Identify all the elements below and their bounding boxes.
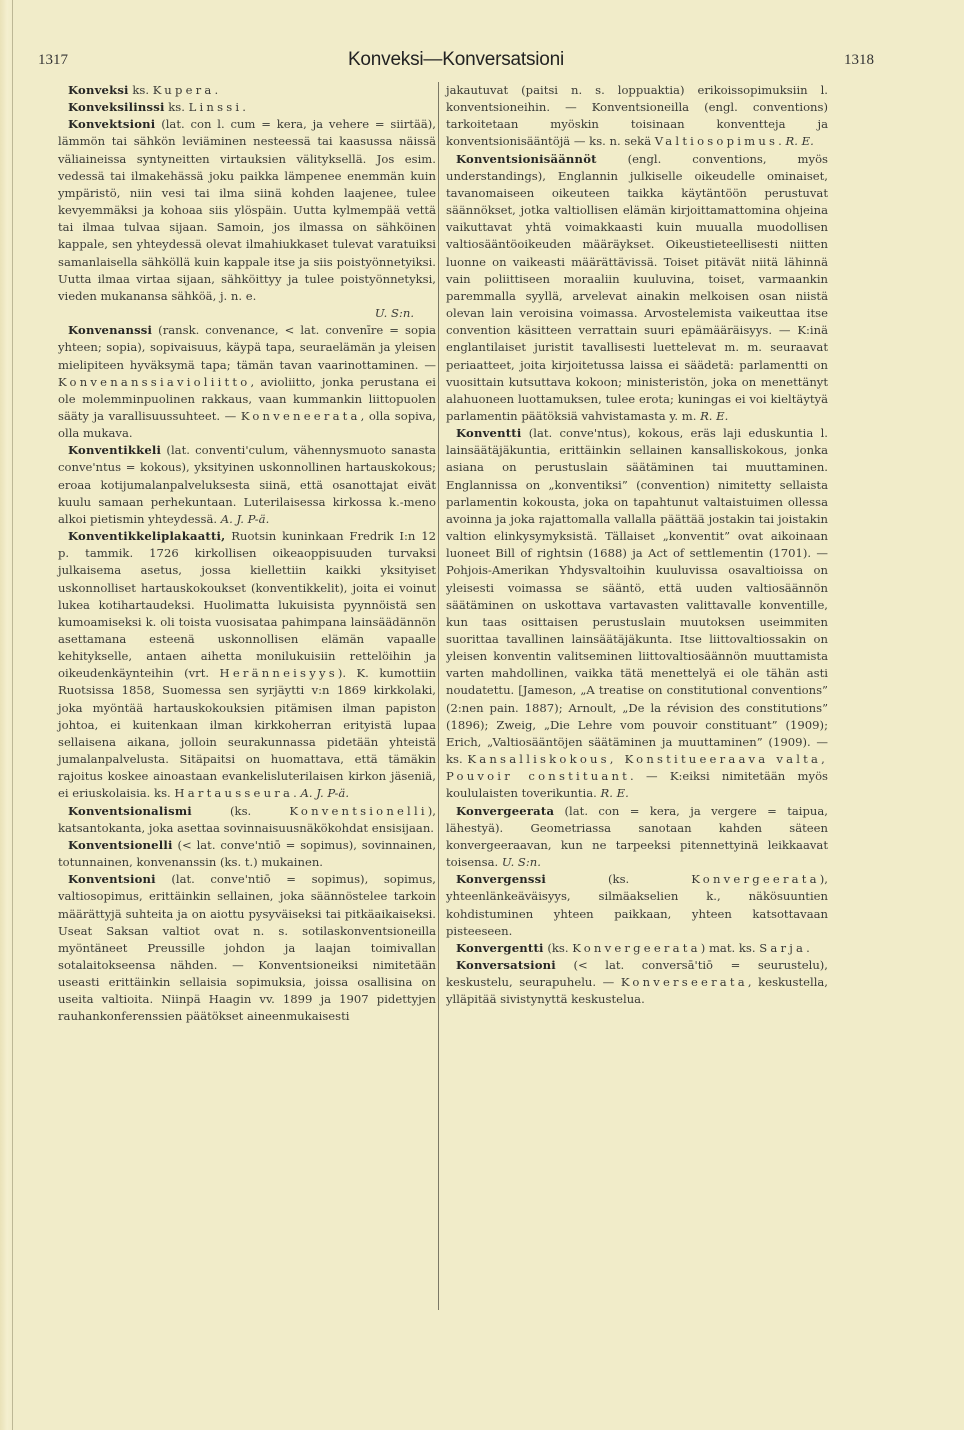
entry-text: (ks. (545, 872, 692, 887)
entry-text: (ks. (543, 940, 573, 955)
entry-konventsionelli (58, 837, 436, 871)
cross-reference: Konventsionelli (289, 803, 428, 818)
entry-text: jakautuvat (paitsi n. s. loppuaktia) erikoissopimuksiin l. konventsioneihin. — Konventsioneilla (engl. conventions) tarkoitetaan myöskin toisinaan konventteja ja konventsionisääntöjä — ks. n. sekä (446, 83, 828, 149)
entry-text: (ransk. convenance, < lat. convenīre = sopia yhteen; sopia), sopivaisuus, käypä tapa, seuraelämän ja yleisen mielipiteen hyväksymä tapa; tämän tavan vaarinottaminen. — (58, 323, 436, 372)
entry-text: ) mat. ks. (700, 940, 760, 955)
entry-text: . (242, 100, 246, 115)
entry-text: (lat. conve'ntus), kokous, eräs laji eduskuntia l. lainsäätäjäkuntia, erittäinkin sellainen kansalliskokous, jonka asiana on perustuslain säätäminen tai muuttaminen. Englannissa on „konventiksi” (convention) nimitetty sellaista parlamentin kokousta, joka on tapahtunut valtaistuimen ollessa avoinna ja joka rajattomalla vallalla päättää jostakin tai joistakin valtion elinkysymyksistä. Tällaiset „konventit” ovat aikoinaan luoneet Bill of rightsin (1688) ja Act of settlementin (1701). — Pohjois-Amerikan Yhdysvaltoihin kuuluvissa osavaltioissa on yleisesti voimassa se sääntö, että uuden valtiosäännön säätäminen on uskottava vartavasten valittavalle konventille, kun taas osittaisen perustuslain muutoksen useimmiten suorittaa tavallinen lainsäätäjäkunta. Itse liittovaltiossakin on yleisen konventin valitseminen liittovaltiosäännön muuttamista varten mahdollinen, vaikka tätä menettelyä ei ole tähän asti noudatettu. [Jameson, „A treatise on constitutional conventions” (2:nen pain. 1887); Arnoult, „De la révision des constitutions” (1896); Zweig, „Die Lehre vom pouvoir constituant” (1909); Erich, „Valtiosääntöjen säätäminen ja muuttaminen” (1909). — ks. (446, 426, 828, 767)
entry-text: ), katsantokanta, joka asettaa sovinnaisuusnäkökohdat ensisijaan. (58, 803, 436, 835)
entry-konveksilinssi (58, 99, 436, 116)
entry-konvergentti (446, 940, 828, 957)
cross-reference: Sarja (759, 940, 807, 955)
entry-text: (lat. con = kera, ja vergere = taipua, lähestyä). Geometriassa sanotaan kahden säteen konvergeeraavan, kun ne tarpeeksi pitennettyinä leikkaavat toisensa. (446, 803, 828, 870)
author-signature: A. J. P-ä. (300, 786, 350, 801)
headword: Konvergenssi (456, 872, 546, 887)
entry-konvergenssi (446, 871, 828, 940)
entry-text: ). K. kumottiin Ruotsissa 1858, Suomessa sen syrjäytti v:n 1869 kirkkolaki, joka myöntää hartauskokouksien pitämisen ilman papiston johtoa, ei kuitenkaan ilman kirkkoherran erityistä lupaa sellaisena aikana, jolloin seurakunnassa pidetään yhteistä jumalanpalvelusta. Sitäpaitsi on huomattava, että tämäkin rajoitus koskee ainoastaan evankelisluterilaisen kirkon jäseniä, ei eriuskolaisia. ks. (58, 666, 436, 801)
headword: Konventsionisäännöt (456, 151, 597, 166)
page-number-right: 1318 (844, 52, 874, 68)
entry-text: . (778, 134, 782, 149)
entry-text: . (214, 83, 219, 97)
entry-text: . — K:eiksi nimitetään myös koululaisten toverikuntia. (446, 769, 828, 801)
entry-konvergeerata (446, 803, 828, 872)
headword: Konventikkeli (68, 443, 162, 458)
entry-konveksi (58, 82, 436, 99)
page-header (38, 46, 874, 70)
entry-text: , avioliitto, jonka perustana ei ole molemminpuolinen rakkaus, vaan kummankin liittopuolen sääty ja varallisuussuhteet. — (58, 374, 436, 423)
entry-konventti (446, 425, 828, 802)
page-number-left: 1317 (38, 52, 68, 68)
headword: Konvektsioni (68, 117, 156, 132)
page-title: Konveksi—Konversatsioni (347, 49, 565, 70)
entry-text: (< lat. conve'ntiō = sopimus), sovinnainen, totunnainen, konvenanssin (ks. t.) mukainen. (58, 837, 436, 870)
cross-reference: Hartausseura (174, 786, 294, 801)
entry-konversatsioni (446, 957, 828, 1008)
entry-text: ks. (128, 83, 153, 97)
entry-text: ), yhteenlänkeäväisyys, silmäakselien k., näkösuuntien kohdistuminen yhteen paikkaan, yhteen katsottavaan pisteeseen. (446, 872, 828, 938)
cross-reference: Konveneerata (240, 408, 361, 423)
entry-text: (lat. conventi'culum, vähennysmuoto sanasta conve'ntus = kokous), yksityinen uskonnollinen hartauskokous; eroaa kotijumalanpalveluksesta siinä, että osanottajat eivät kuulu samaan perhekuntaan. Luterilaisessa kirkossa k.-meno alkoi pietismin yhteydessä. (58, 443, 436, 526)
cross-reference: Konverseerata (620, 975, 748, 990)
author-signature: R. E. (700, 408, 729, 423)
author-signature: R. E. (785, 134, 814, 149)
right-column (446, 82, 828, 1008)
cross-reference: Konvenanssiavioliitto (58, 374, 251, 389)
author-signature: U. S:n. (374, 306, 414, 321)
entry-konvenanssi (58, 322, 436, 442)
headword: Konventsionalismi (68, 803, 192, 818)
entry-text: (ks. (191, 803, 290, 818)
entry-konventsionisaannot (446, 151, 828, 426)
entry-text: , olla sopiva, olla mukava. (58, 408, 436, 441)
entry-text: (engl. conventions, myös understandings), Englannin julkiselle oikeudelle ominaiset, tavanomaiseen oikeuteen taikka käytäntöön perustuvat säännökset, jotka valtiollisen elämän kirjoittamattomina ohjeina vaikuttavat yhtä voimakkaasti kuin muualla muodollisen valtiosääntöoikeuden määräykset. Oikeustieteellisesti niitten luonne on vaikeasti määrättävissä. Toiset pitävät niitä lähinnä vain poliittiseen moraaliin kuuluvina, toiset, varmaankin paremmalla syyllä, arvelevat ainakin melkoisen osan niistä olevan lain veroisina voimassa. Arvostelemista vaikeuttaa itse convention käsitteen verrattain suuri epämääräisyys. — K:inä englantilaiset juristit tavallisesti luettelevat m. m. seuraavat periaatteet, joita kirjoitetussa laissa ei säädetä: parlamentti on vuosittain kutsuttava kokoon; ministeristön, joka on menettänyt alahuoneen luottamuksen, tulee erota; kuningas ei voi kieltäytyä parlamentin päätöksiä vahvistamasta y. m. (446, 151, 828, 423)
entry-text: ks. (164, 100, 189, 115)
headword: Konventsioni (68, 872, 156, 887)
entry-konvektsioni (58, 116, 436, 305)
author-signature: A. J. P-ä. (220, 511, 270, 526)
headword: Konversatsioni (456, 957, 556, 972)
headword: Konventsionelli (68, 837, 173, 852)
headword: Konveksilinssi (68, 100, 165, 115)
entry-konventsionalismi (58, 803, 436, 837)
cross-reference: Heränneisyys (219, 666, 338, 681)
headword: Konveksi (68, 83, 129, 97)
book-spine-edge (0, 0, 13, 1430)
cross-reference: Konvergeerata (572, 940, 701, 955)
headword: Konvergentti (456, 940, 544, 955)
headword: Konventti (456, 426, 522, 441)
entry-konventikkeli (58, 442, 436, 528)
entry-konventsioni (58, 871, 436, 1025)
column-divider (438, 82, 439, 1310)
cross-reference: Linssi (188, 100, 243, 115)
entry-text: , keskustella, ylläpitää sivistynyttä keskustelua. (446, 975, 828, 1007)
headword: Konvergeerata (456, 803, 555, 818)
author-signature: R. E. (600, 786, 629, 801)
headword: Konventikkeliplakaatti, (68, 529, 226, 544)
cross-reference: Valtiosopimus (654, 134, 779, 149)
headword: Konvenanssi (68, 323, 153, 338)
entry-text: (lat. con l. cum = kera, ja vehere = siirtää), lämmön tai sähkön leviäminen nesteessä tai kaasussa näissä väliaineissa syntyneitten virtauksien välityksellä. Jos esim. vedessä tai ilmakehässä joku paikka lämpenee enemmän kuin ympäristö, niin vesi tai ilma siinä kohden laajenee, tulee kevyemmäksi ja kohoaa siis ylöspäin. Uutta kylmempää vettä tai ilmaa tulvaa sijaan. Samoin, jos ilmassa on sähköinen kappale, sen yhteydessä olevat ilmahiukkaset tulevat varatuiksi samanlaisella sähköllä kuin kappale itse ja siis poistyönnetyiksi. Uutta ilmaa virtaa sijaan, sähköittyy ja tulee poistyönnetyksi, vieden mukanansa sähköä, j. n. e. (58, 117, 436, 303)
entry-konventsioni-continued (446, 82, 828, 151)
entry-text: . (806, 940, 810, 955)
entry-text: Ruotsin kuninkaan Fredrik I:n 12 p. tammik. 1726 kirkollisen oikeaoppisuuden turvaksi julkaisema asetus, jossa kiellettiin kaikki yksityiset uskonnolliset hartauskokoukset (konventikkelit), joita ei voinut lukea kotihartaudeksi. Huolimatta lukuisista pyynnöistä sen kumoamiseksi k. oli toista vuosisataa pahimpana lainsäädännön asettamana esteenä uskonnollisen elämän vapaalle kehitykselle, antaen aihetta monilukuisiin rettelöihin ja oikeudenkäynteihin (vrt. (58, 529, 436, 681)
entry-text: (< lat. conversā'tiō = seurustelu), keskustelu, seurapuhelu. — (446, 957, 828, 990)
entry-text: (lat. conve'ntiō = sopimus), sopimus, valtiosopimus, erittäinkin sellainen, joka säännöstelee tarkoin määrättyjä suhteita ja on aiottu pysyväiseksi tai pitkäaikaiseksi. Useat Saksan valtiot ovat n. s. sotilaskonventsioneilla myöntäneet Preussille johdon ja laajan toimivallan sotalaitokseensa nähden. — Konventsioneiksi nimitetään useasti erittäinkin sellaisia sopimuksia, joissa osallisina on useita valtioita. Niinpä Haagin vv. 1899 ja 1907 pidettyjen rauhankonferenssien päätökset aineenmukaisesti (58, 872, 436, 1024)
entry-konventikkeliplakaatti (58, 528, 436, 803)
cross-reference: Kansalliskokous, Konstitueeraava valta, Pouvoir constituant (446, 752, 828, 784)
entry-text: . (293, 786, 297, 801)
cross-reference: Konvergeerata (691, 872, 820, 887)
cross-reference: Kupera (152, 83, 215, 97)
author-signature: U. S:n. (501, 855, 541, 870)
left-column (58, 82, 436, 1026)
